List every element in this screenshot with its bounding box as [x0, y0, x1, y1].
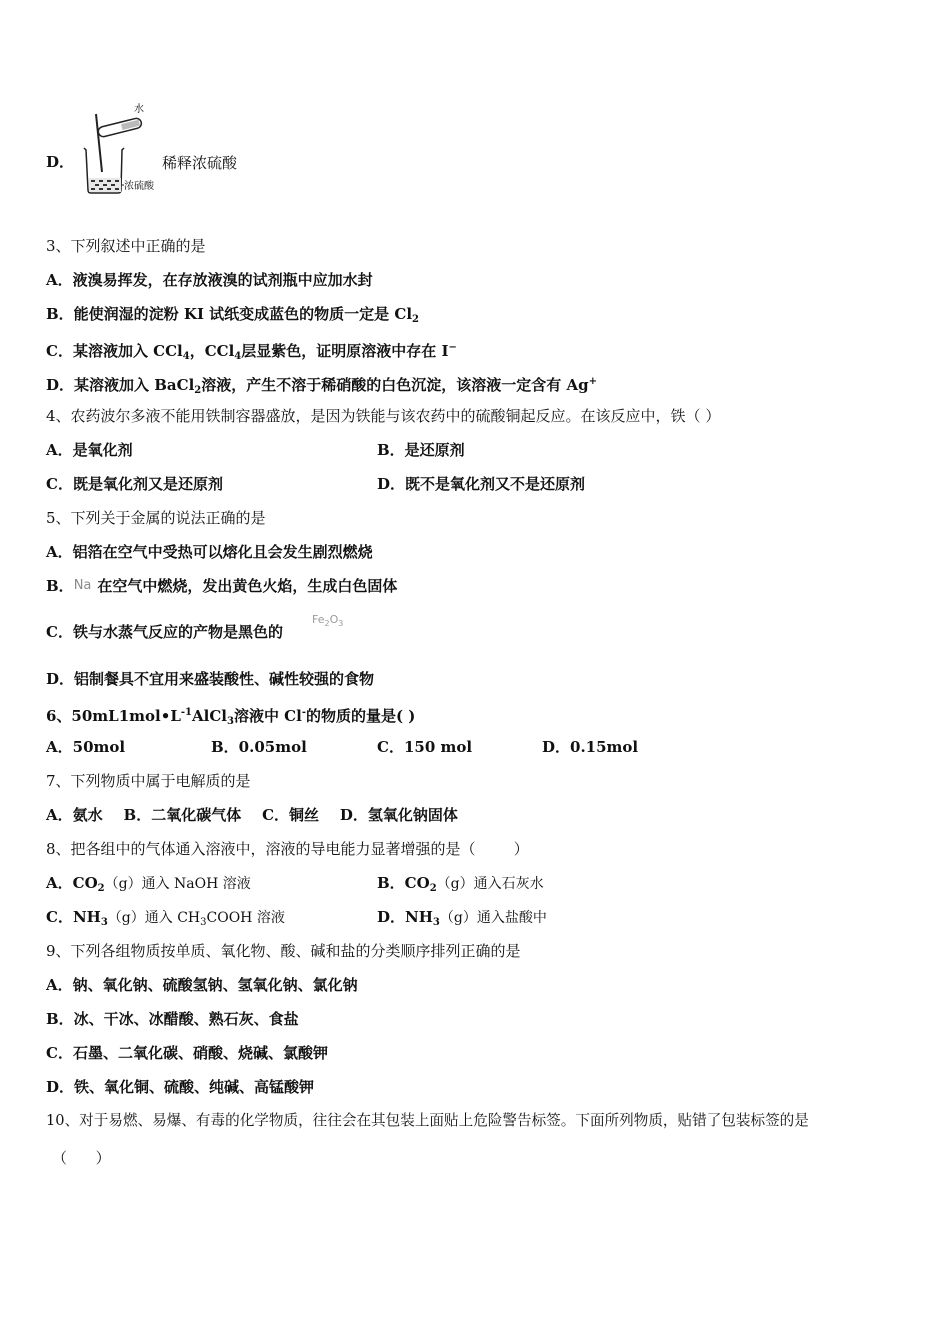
test-tube — [97, 117, 142, 137]
q9-option-c: C．石墨、二氧化碳、硝酸、烧碱、氯酸钾 — [46, 1044, 328, 1062]
q6-stem: 6、$50mL1mol•L^{-1}AlCl_3$溶液中 Cl-的物质的量是( ) — [46, 707, 416, 727]
q4-option-c: C．既是氧化剂又是还原剂 — [46, 475, 223, 493]
q9-stem: 9、下列各组物质按单质、氧化物、酸、碱和盐的分类顺序排列正确的是 — [46, 942, 521, 960]
q3-option-b: B．能使润湿的淀粉 KI 试纸变成蓝色的物质一定是 $Cl_2$ — [46, 305, 420, 325]
q4-option-b: B．是还原剂 — [377, 441, 465, 459]
q7-stem: 7、下列物质中属于电解质的是 — [46, 772, 251, 790]
glass-rod — [96, 114, 102, 172]
q8-option-c: C．$NH_3(g)$通入 $CH_3COOH$ 溶液 — [46, 908, 285, 928]
q6-option-d: D．0.15mol — [542, 738, 639, 756]
q3-option-d: D．某溶液加入 BaCl$_2$溶液，产生不溶于稀硝酸的白色沉淀，该溶液一定含有 Ag+ — [46, 376, 597, 396]
q5-option-b: B．Na 在空气中燃烧，发出黄色火焰，生成白色固体 — [46, 577, 398, 595]
q2-option-d-letter: D． — [46, 153, 75, 171]
q4-stem: 4、农药波尔多液不能用铁制容器盛放，是因为铁能与该农药中的硫酸铜起反应。在该反应中，铁（ ） — [46, 407, 721, 425]
q3-option-c: C．某溶液加入 CCl$_4$，CCl$_4$层显紫色，证明原溶液中存在 I− — [46, 342, 457, 362]
label-concentrated-acid: 浓硫酸 — [124, 181, 154, 192]
q4-option-a: A．是氧化剂 — [46, 441, 133, 459]
q6-option-b: B．0.05mol — [211, 738, 307, 756]
q5-option-a: A．铝箔在空气中受热可以熔化且会发生剧烈燃烧 — [46, 543, 373, 561]
q5-stem: 5、下列关于金属的说法正确的是 — [46, 509, 266, 527]
q6-option-a: A．50mol — [46, 738, 126, 756]
q4-option-d: D．既不是氧化剂又不是还原剂 — [377, 475, 586, 493]
beaker-glass-rod-illustration — [78, 100, 170, 198]
q10-answer-paren: （ ） — [52, 1149, 111, 1167]
q5-option-c: C．铁与水蒸气反应的产物是黑色的 — [46, 623, 283, 641]
q5-fe2o3-formula: $Fe_2O_3$ — [312, 613, 344, 628]
q7-options: A．氨水 B．二氧化碳气体 C．铜丝 D．氢氧化钠固体 — [46, 806, 458, 824]
q9-option-a: A．钠、氧化钠、硫酸氢钠、氢氧化钠、氯化钠 — [46, 976, 358, 994]
q5-option-d: D．铝制餐具不宜用来盛装酸性、碱性较强的食物 — [46, 670, 375, 688]
q9-option-d: D．铁、氧化铜、硫酸、纯碱、高锰酸钾 — [46, 1078, 315, 1096]
q2-option-d-text: 稀释浓硫酸 — [162, 154, 238, 172]
q3-stem: 3、下列叙述中正确的是 — [46, 237, 206, 255]
q3-option-a: A．液溴易挥发，在存放液溴的试剂瓶中应加水封 — [46, 271, 373, 289]
q8-stem: 8、把各组中的气体通入溶液中，溶液的导电能力显著增强的是（ ） — [46, 840, 529, 858]
q6-option-c: C．150 mol — [377, 738, 473, 756]
q8-option-a: A．$CO_2(g)$通入 NaOH 溶液 — [46, 874, 251, 894]
q8-option-b: B．$CO_2(g)$通入石灰水 — [377, 874, 544, 894]
q9-option-b: B．冰、干冰、冰醋酸、熟石灰、食盐 — [46, 1010, 299, 1028]
label-water: 水 — [134, 104, 144, 115]
q8-option-d: D．$NH_3(g)$通入盐酸中 — [377, 908, 547, 928]
q10-stem: 10、对于易燃、易爆、有毒的化学物质，往往会在其包装上面贴上危险警告标签。下面所列物质，贴错了包装标签的是 — [46, 1112, 809, 1129]
dilution-apparatus-figure — [78, 100, 170, 198]
